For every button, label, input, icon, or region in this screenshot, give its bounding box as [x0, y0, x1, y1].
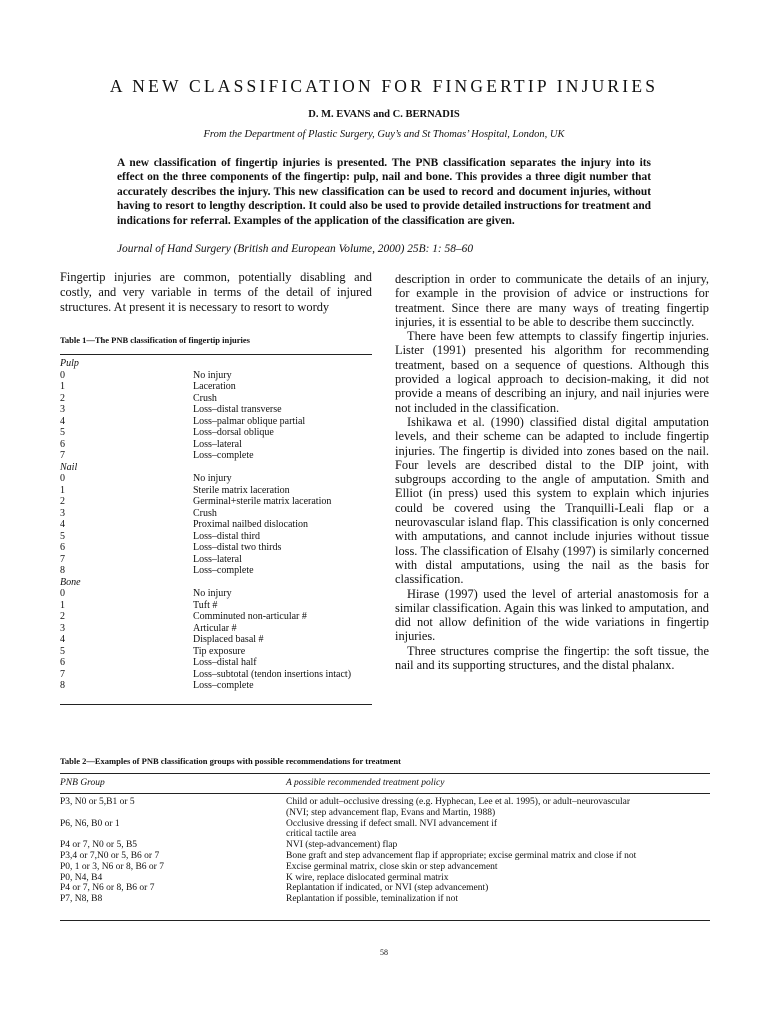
table1-description: Tuft # [193, 599, 218, 611]
table2-policy [286, 797, 710, 819]
table1-row [60, 588, 372, 600]
table1-description: Loss–complete [193, 450, 254, 461]
table1-code: 3 [60, 507, 65, 519]
table2-policy [286, 851, 710, 862]
table2-policy [286, 894, 710, 905]
table2-group: P0, N4, B4 [60, 872, 103, 883]
table2-policy-line: Replantation if indicated, or NVI (step advancement) [286, 883, 489, 894]
table1 [60, 358, 372, 692]
table1-row [60, 565, 372, 577]
table2-row [60, 894, 710, 905]
table1-row [60, 508, 372, 520]
table1-code: 5 [60, 530, 65, 542]
table1-row [60, 519, 372, 531]
table1-row [60, 554, 372, 566]
table1-row [60, 404, 372, 416]
table1-code: 1 [60, 381, 65, 392]
table1-description: Laceration [193, 381, 236, 392]
table1-group-label: Nail [60, 461, 78, 473]
table2-row [60, 873, 710, 884]
table1-description: Comminuted non-articular # [193, 611, 307, 622]
table1-code: 7 [60, 553, 65, 565]
table1-description: Loss–lateral [193, 438, 242, 450]
table1-row [60, 542, 372, 554]
abstract: A new classification of fingertip injuries is presented. The PNB classification separates the injury into its effect on the three components of the fingertip: pulp, nail and bone. This provides a three digit number that accurately describes the injury. This new classification can be used to record and document injuries, without having to resort to lengthy description. It could also be used to provide detailed instructions for treatment and indications for referral. Examples of the application of the classification are given. [117, 157, 651, 227]
paragraph: Three structures comprise the fingertip: the soft tissue, the nail and its supporting structures, and the distal phalanx. [395, 643, 709, 673]
table1-code: 8 [60, 565, 65, 576]
table1-description: No injury [193, 588, 232, 599]
table1-description: Loss–lateral [193, 553, 242, 565]
table2-group: P4 or 7, N6 or 8, B6 or 7 [60, 883, 155, 894]
table1-description: Loss–distal transverse [193, 404, 282, 415]
table1-description: No injury [193, 369, 232, 381]
table2-policy-line: Occlusive dressing if defect small. NVI advancement if [286, 818, 498, 829]
journal-reference: Journal of Hand Surgery (British and European Volume, 2000) 25B: 1: 58–60 [117, 243, 474, 255]
table1-code: 2 [60, 611, 65, 622]
table2-policy [286, 862, 710, 873]
table1-row [60, 439, 372, 451]
table2-header [60, 778, 710, 788]
affiliation: From the Department of Plastic Surgery, Guy’s and St Thomas’ Hospital, London, UK [203, 129, 565, 140]
table1-code: 5 [60, 427, 65, 438]
table1-code: 1 [60, 484, 65, 496]
table1-description: Tip exposure [193, 645, 246, 657]
table1-description: No injury [193, 473, 232, 484]
table1-code: 3 [60, 404, 65, 415]
table1-description: Loss–palmar oblique partial [193, 415, 306, 427]
table1-row [60, 370, 372, 382]
table1-code: 7 [60, 668, 65, 680]
table1-code: 0 [60, 473, 65, 484]
table1-description: Articular # [193, 622, 237, 634]
table1-code: 5 [60, 645, 65, 657]
table1-row [60, 623, 372, 635]
table2-group: P0, 1 or 3, N6 or 8, B6 or 7 [60, 861, 164, 872]
table1-code: 0 [60, 588, 65, 599]
table2-header-group: PNB Group [60, 778, 105, 788]
table1-caption: Table 1—The PNB classification of fingertip injuries [60, 335, 250, 345]
table1-description: Crush [193, 392, 217, 404]
table2-group: P4 or 7, N0 or 5, B5 [60, 840, 138, 851]
table2-row [60, 883, 710, 894]
table2-policy [286, 819, 710, 841]
table1-top-rule [60, 354, 372, 355]
paragraph: Hirase (1997) used the level of arterial anastomosis for a similar classification. Again this was linked to amputation, and did not allow definition of the wide variations in fingertip injuries. [395, 586, 709, 644]
table1-code: 8 [60, 680, 65, 691]
table1-description: Loss–subtotal (tendon insertions intact) [193, 668, 352, 680]
table2-bottom-rule [60, 920, 710, 921]
table1-bottom-rule [60, 704, 372, 705]
table2-group: P7, N8, B8 [60, 894, 103, 905]
article-title: A NEW CLASSIFICATION FOR FINGERTIP INJURIES [109, 76, 659, 96]
table1-row [60, 450, 372, 462]
table1-description: Loss–distal two thirds [193, 542, 282, 553]
table1-description: Loss–complete [193, 565, 254, 576]
table1-code: 2 [60, 496, 65, 507]
table2-row [60, 862, 710, 873]
table2-row [60, 840, 710, 851]
table1-row [60, 416, 372, 428]
table1-group-label: Bone [60, 576, 81, 588]
paragraph: Ishikawa et al. (1990) classified distal digital amputation levels, and their scheme can be adapted to include fingertip injuries. The fingertip is divided into zones based on the nail. Four levels are described distal to the DIP joint, with subgroups according to the angle of amputation. Smith and Elliot (in press) used this system to explain which injuries could be covered using the Tranquilli-Leali flap or a neurovascular island flap. This classification is only concerned with amputations, and cannot include injuries without tissue loss. The classification of Elsahy (1997) is similarly concerned with distal amputations, using the nail as the basis for classification. [395, 414, 709, 587]
table1-code: 0 [60, 369, 65, 381]
paragraph: There have been few attempts to classify fingertip injuries. Lister (1991) presented his algorithm for recommending treatment, based on a sequence of questions. Although this provided a logical approach to decision-making, it did not provide a means of describing an injury, and nail injuries were not included in the classification. [395, 329, 709, 415]
table2-group: P3,4 or 7,N0 or 5, B6 or 7 [60, 850, 160, 861]
table1-row [60, 634, 372, 646]
table1-row [60, 646, 372, 658]
table2-policy-line: Replantation if possible, teminalization if not [286, 894, 459, 905]
table1-code: 7 [60, 450, 65, 461]
right-column-text [395, 272, 709, 672]
page-number: 58 [380, 948, 388, 957]
table1-group-label: Pulp [60, 358, 79, 369]
table1-row [60, 427, 372, 439]
table1-row [60, 611, 372, 623]
table1-row [60, 485, 372, 497]
table2-policy [286, 883, 710, 894]
table1-description: Loss–dorsal oblique [193, 427, 274, 438]
table1-description: Crush [193, 507, 217, 519]
table1-code: 3 [60, 622, 65, 634]
table1-description: Proximal nailbed dislocation [193, 519, 308, 530]
table1-row [60, 393, 372, 405]
table2-group: P6, N6, B0 or 1 [60, 818, 120, 829]
table1-code: 4 [60, 519, 65, 530]
table2-policy [286, 840, 710, 851]
table1-code: 1 [60, 599, 65, 611]
table1-description: Loss–distal half [193, 657, 257, 668]
table1-code: 6 [60, 438, 65, 450]
table1-code: 6 [60, 657, 65, 668]
table1-row [60, 473, 372, 485]
table2-policy [286, 873, 710, 884]
paragraph: description in order to communicate the details of an injury, for example in the provision of advice or instructions for treatment. Since there are many ways of treating fingertip injuries, it is essential to be able to describe them succinctly. [395, 272, 709, 329]
table1-description: Loss–complete [193, 680, 254, 691]
authors: D. M. EVANS and C. BERNADIS [308, 109, 460, 120]
table1-row [60, 531, 372, 543]
table1-row [60, 669, 372, 681]
table2-policy-line: Child or adult–occlusive dressing (e.g. Hyphecan, Lee et al. 1995), or adult–neurovascular [286, 797, 631, 807]
table1-row [60, 657, 372, 669]
table2-policy-line: K wire, replace dislocated germinal matrix [286, 872, 449, 883]
table2-row [60, 797, 710, 819]
table1-description: Loss–distal third [193, 530, 260, 542]
table2 [60, 797, 710, 905]
table1-row [60, 496, 372, 508]
table2-top-rule [60, 773, 710, 774]
table1-description: Germinal+sterile matrix laceration [193, 496, 332, 507]
table2-policy-line: critical tactile area [286, 829, 357, 840]
table1-row [60, 600, 372, 612]
table1-description: Displaced basal # [193, 634, 264, 645]
table1-description: Sterile matrix laceration [193, 484, 290, 496]
table1-code: 6 [60, 542, 65, 553]
table1-row [60, 381, 372, 393]
table2-policy-line: (NVI; step advancement flap, Evans and Martin, 1988) [286, 807, 496, 818]
table2-header-rule [60, 793, 710, 794]
table1-code: 2 [60, 392, 65, 404]
table2-row [60, 851, 710, 862]
table1-code: 4 [60, 415, 65, 427]
table2-group: P3, N0 or 5,B1 or 5 [60, 797, 135, 807]
left-column-text: Fingertip injuries are common, potentially disabling and costly, and very variable in terms of the detail of injured structures. At present it is necessary to resort to wordy [60, 270, 372, 314]
table2-row [60, 819, 710, 841]
table2-policy-line: NVI (step-advancement) flap [286, 840, 398, 851]
table2-policy-line: Excise germinal matrix, close skin or step advancement [286, 861, 498, 872]
table2-caption: Table 2—Examples of PNB classification groups with possible recommendations for treatment [60, 756, 401, 766]
table2-policy-line: Bone graft and step advancement flap if appropriate; excise germinal matrix and close if not [286, 850, 637, 861]
table1-code: 4 [60, 634, 65, 645]
table1-row [60, 680, 372, 692]
table2-header-policy: A possible recommended treatment policy [286, 778, 445, 788]
